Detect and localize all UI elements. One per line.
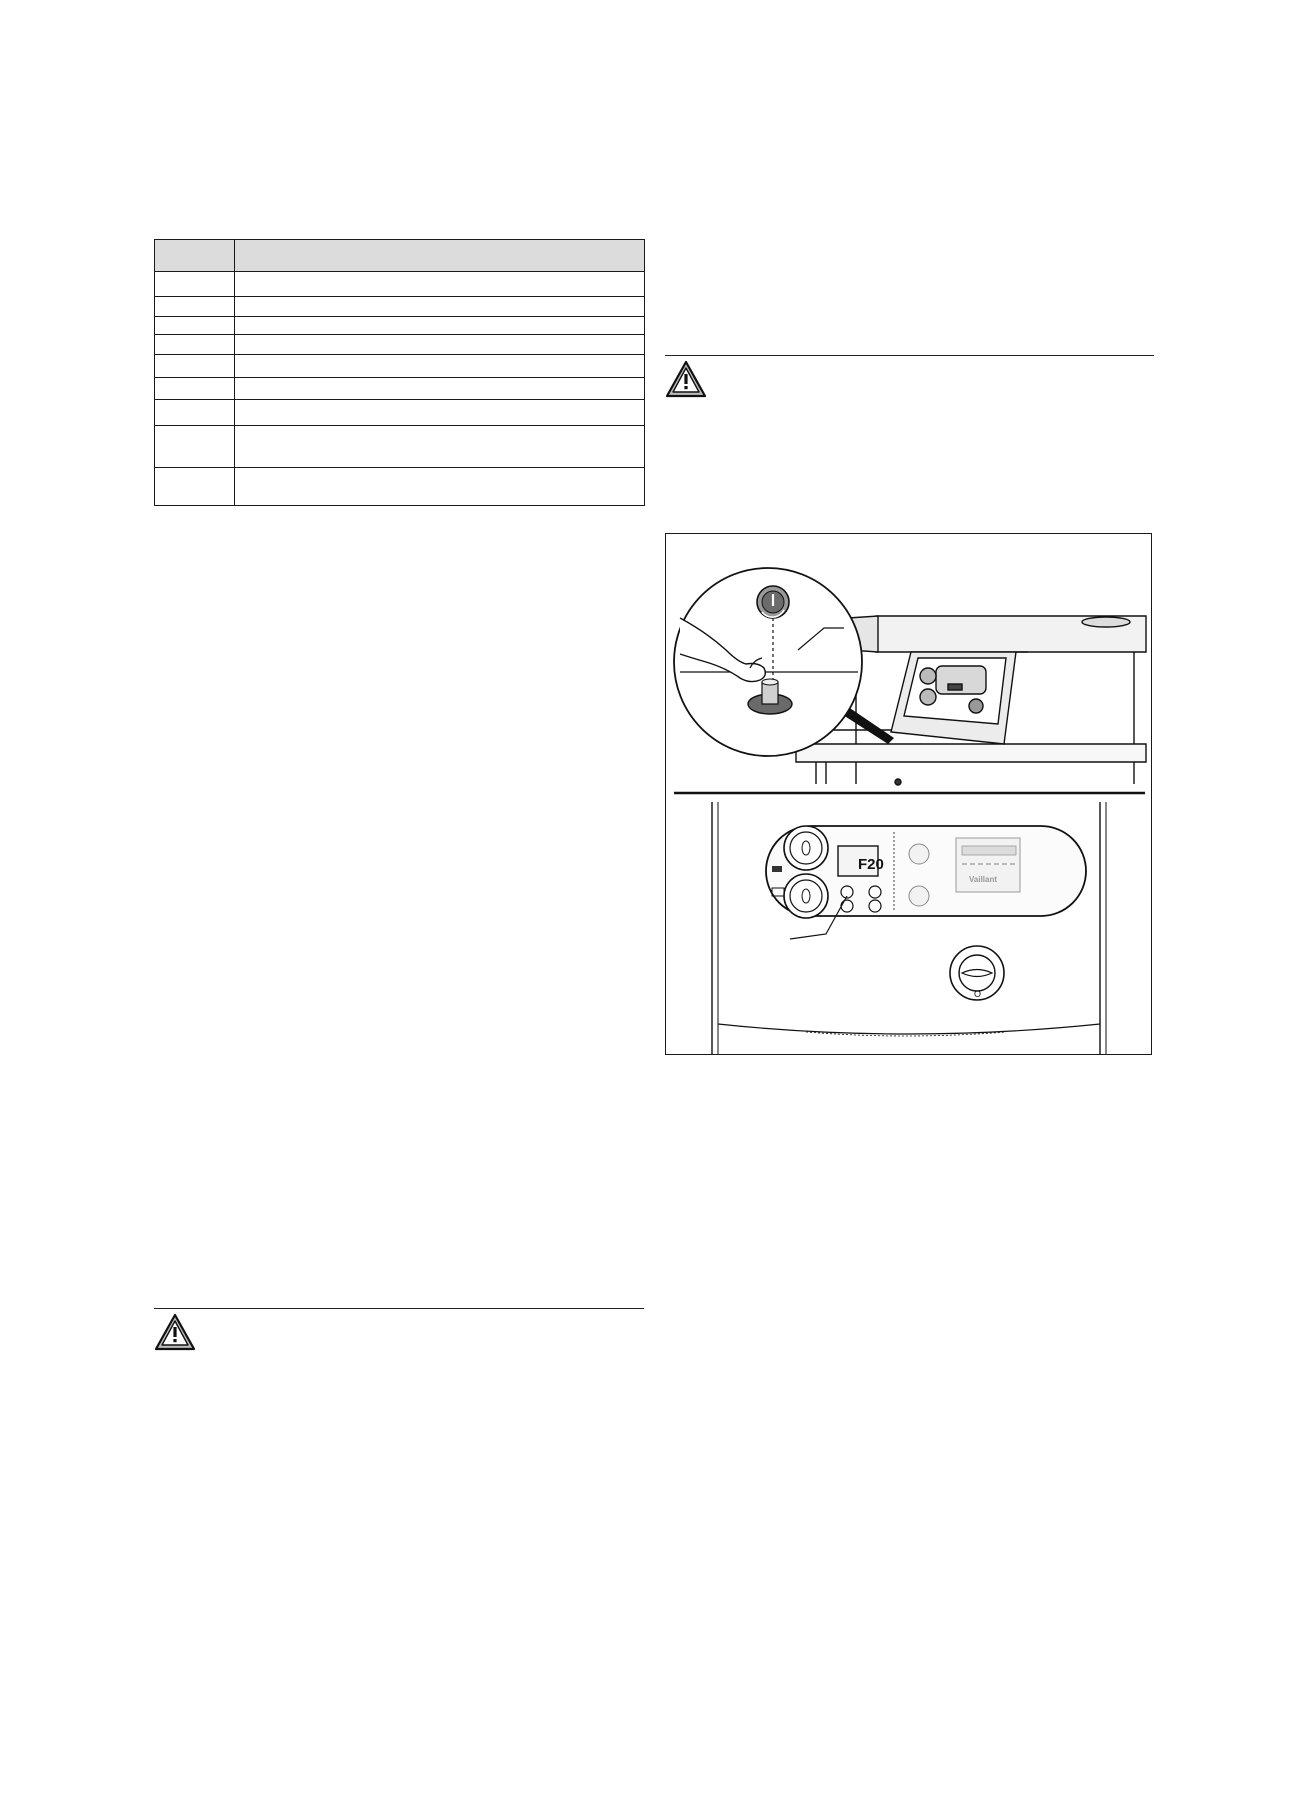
table-cell-code [155, 468, 235, 506]
table-cell-description [235, 317, 645, 335]
table-cell-code [155, 378, 235, 400]
table-cell-code [155, 400, 235, 426]
boiler-illustration [666, 534, 1153, 1056]
table-cell-code [155, 272, 235, 297]
warning-triangle-icon [154, 1313, 196, 1351]
table-row [155, 335, 645, 355]
warning-triangle-icon [665, 360, 707, 398]
warning-rule-right [665, 355, 1154, 356]
brand-label: Vaillant [969, 875, 998, 884]
table-row [155, 272, 645, 297]
table-row [155, 468, 645, 506]
switch-on-label: I [958, 969, 961, 979]
table-cell-description [235, 468, 645, 506]
warning-rule-left [154, 1308, 644, 1309]
table-cell-description [235, 378, 645, 400]
table-cell-description [235, 297, 645, 317]
boiler-reset-figure [665, 533, 1152, 1055]
display-readout: F20 [858, 856, 884, 873]
table-cell-code [155, 426, 235, 468]
table-cell-description [235, 272, 645, 297]
table-cell-code [155, 297, 235, 317]
control-fascia [712, 802, 1106, 1054]
table-row [155, 400, 645, 426]
table-cell-description [235, 426, 645, 468]
table-row [155, 378, 645, 400]
magnifier-detail [674, 568, 862, 756]
table-cell-code [155, 317, 235, 335]
table-row [155, 426, 645, 468]
table-row [155, 297, 645, 317]
table-cell-description [235, 355, 645, 378]
table-cell-code [155, 355, 235, 378]
fault-code-table [154, 239, 645, 506]
table-cell-code [155, 335, 235, 355]
table-cell-description [235, 335, 645, 355]
table-row [155, 317, 645, 335]
table-header-code [155, 240, 235, 272]
table-row [155, 355, 645, 378]
table-header-description [235, 240, 645, 272]
table-cell-description [235, 400, 645, 426]
switch-off-label: O [974, 989, 982, 999]
table-header-row [155, 240, 645, 272]
